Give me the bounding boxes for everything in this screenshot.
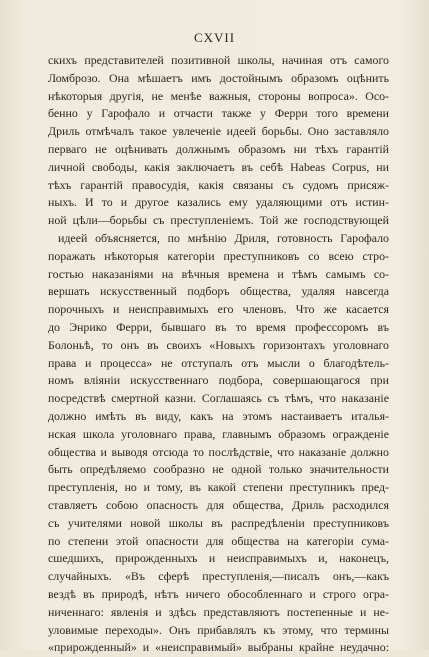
text-line: общества и выводя отсюда то послѣдствіе, что наказаніе должно: [48, 444, 389, 459]
text-line: съ учителями новой школы въ распредѣленіи преступниковъ: [48, 515, 389, 530]
text-line: сшедшихъ, прирожденныхъ и неисправимыхъ и, наконецъ,: [48, 551, 389, 566]
text-line: быть опредѣляемо сообразно не одной только значительности: [48, 462, 389, 477]
text-line: до Энрико Ферри, бывшаго въ то время профессоромъ въ: [48, 319, 389, 334]
text-line: перваго не оцѣнивать должнымъ образомъ ни тѣхъ гарантій: [48, 141, 389, 156]
text-line: идеей объясняется, по мнѣнію Дриля, готовность Гарофало: [58, 230, 389, 245]
text-line: Болоньѣ, то онъ въ своихъ «Новыхъ горизонтахъ уголовнаго: [48, 337, 389, 352]
text-line: номъ вліяніи искусственнаго подбора, совершающагося при: [48, 373, 389, 388]
text-line: нѣкоторыя другія, не менѣе важныя, стороны вопроса». Осо-: [48, 88, 389, 103]
text-line: должно имѣть въ виду, какъ на этомъ настаиваетъ италья-: [48, 408, 389, 423]
text-line: Дриль отмѣчалъ такое увлеченіе идеей борьбы. Оно заставляло: [48, 124, 389, 139]
body-text: [48, 52, 389, 657]
text-line: поражать нѣкоторыя категоріи преступниковъ со всею стро-: [48, 248, 389, 263]
text-line: случайныхъ. «Въ сферѣ преступленія,—писалъ онъ,—какъ: [48, 569, 389, 584]
text-line: тѣхъ гарантій правосудія, какія связаны съ судомъ присяж-: [48, 177, 389, 192]
text-line: по степени этой опасности для общества на категоріи сума-: [48, 533, 389, 548]
text-line: гостью наказаніями на вѣчныя времена и тѣмъ самымъ со-: [48, 266, 389, 281]
text-line: вершать искусственный подборъ общества, удаляя навсегда: [48, 284, 389, 299]
text-line: нская школа уголовнаго права, главнымъ образомъ огражденіе: [48, 426, 389, 441]
text-line: ной цѣли—борьбы съ преступленіемъ. Той же господствующей: [48, 213, 389, 228]
text-line: личной свободы, какія заключаетъ въ себѣ Habeas Corpus, ни: [48, 159, 389, 174]
text-line: ныхъ. И то и другое казались ему удаляющими отъ истин-: [48, 195, 389, 210]
text-line: Ломброзо. Она мѣшаетъ имъ достойнымъ образомъ оцѣнить: [48, 70, 389, 85]
text-line: вездѣ въ природѣ, нѣтъ ничего обособленнаго и строго огра-: [48, 586, 389, 601]
text-line: преступленія, но и тому, въ какой степени преступникъ пред-: [48, 480, 389, 495]
text-line: уловимые переходы». Онъ прибавлялъ къ этому, что термины: [48, 622, 389, 637]
text-line: посредствѣ смертной казни. Соглашаясь съ тѣмъ, что наказаніе: [48, 391, 389, 406]
text-line: порочныхъ и неисправимыхъ его членовъ. Что же касается: [48, 302, 389, 317]
text-line: «прирожденный» и «неисправимый» выбраны крайне неудачно:: [48, 640, 389, 655]
text-line: бенно у Гарофало и отчасти также у Ферри того времени: [48, 106, 389, 121]
text-line: права и процесса» не отступалъ отъ мысли о благодѣтель-: [48, 355, 389, 370]
text-line: ставляетъ собою опасность для общества, Дриль расходился: [48, 497, 389, 512]
page-number: CXVII: [193, 30, 236, 45]
text-line: ниченнаго: явленія и здѣсь представляютъ постепенные и не-: [48, 604, 389, 619]
text-line: скихъ представителей позитивной школы, начиная отъ самого: [48, 53, 389, 67]
